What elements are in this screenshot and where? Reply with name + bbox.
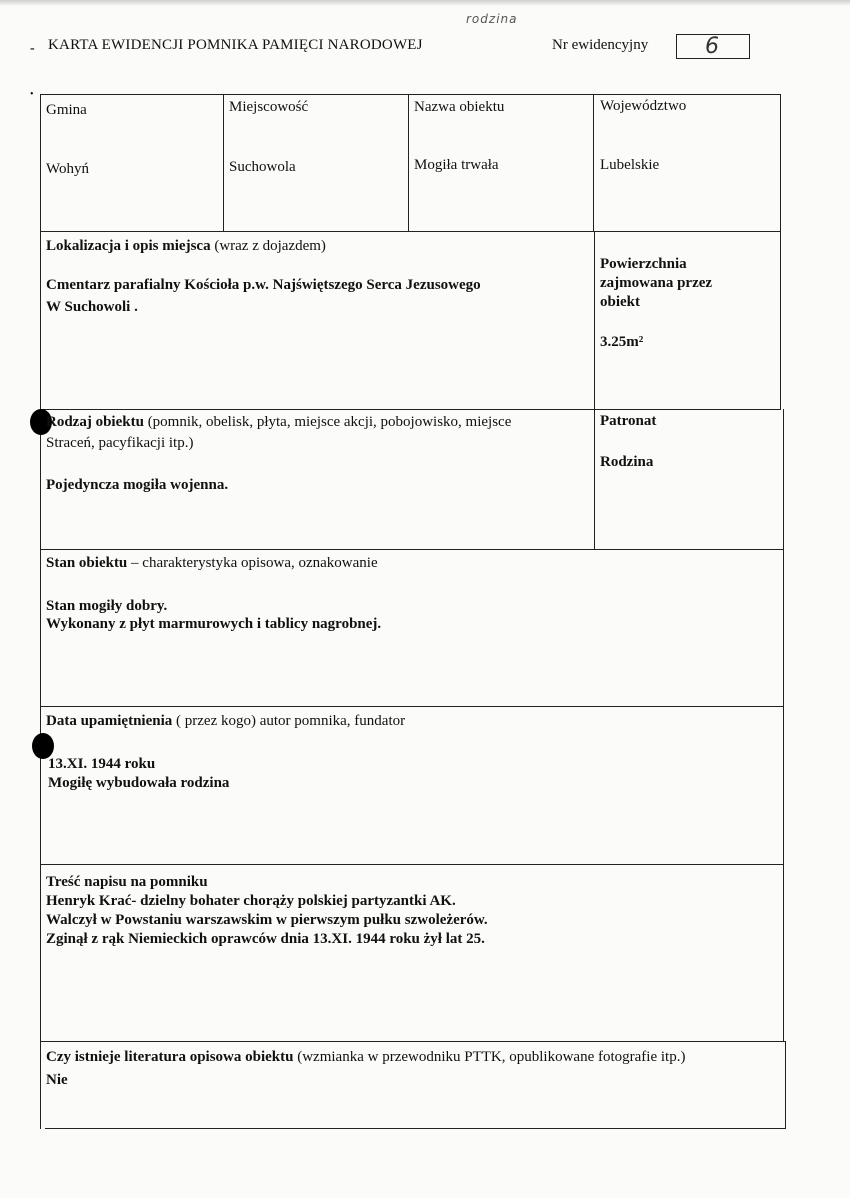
powierzchnia-value: 3.25m²: [600, 334, 644, 350]
gmina-label: Gmina: [46, 102, 87, 118]
wojewodztwo-value: Lubelskie: [600, 157, 660, 173]
tresc-label: Treść napisu na pomniku: [46, 874, 208, 890]
data-upamietnienia-label-bold: Data upamiętnienia: [46, 713, 173, 729]
nr-ewidencyjny-value: 6: [705, 34, 719, 59]
lokalizacja-label-bold: Lokalizacja i opis miejsca: [46, 238, 211, 254]
table-line: [40, 409, 781, 410]
literatura-label-bold: Czy istnieje literatura opisowa obiektu: [46, 1049, 294, 1065]
rodzaj-label-line-2: Straceń, pacyfikacji itp.): [46, 435, 194, 451]
powierzchnia-label-1: Powierzchnia: [600, 256, 687, 272]
stan-label-bold: Stan obiektu: [46, 555, 128, 571]
table-line: [785, 1041, 786, 1129]
powierzchnia-label-3: obiekt: [600, 294, 641, 310]
lokalizacja-line-1: Cmentarz parafialny Kościoła p.w. Najświętszego Serca Jezusowego: [46, 277, 481, 293]
nr-ewidencyjny-label: Nr ewidencyjny: [552, 37, 649, 53]
gmina-value: Wohyń: [46, 161, 89, 177]
scan-edge: [0, 0, 850, 6]
rodzaj-value: Pojedyncza mogiła wojenna.: [46, 477, 229, 493]
table-line: [45, 1128, 786, 1129]
stan-line-2: Wykonany z płyt marmurowych i tablicy nagrobnej.: [46, 616, 382, 632]
data-upamietnienia-line-2: Mogiłę wybudowała rodzina: [48, 775, 230, 791]
rodzaj-label-rest: (pomnik, obelisk, płyta, miejsce akcji, pobojowisko, miejsce: [143, 414, 512, 430]
table-line: [408, 94, 409, 231]
table-line: [40, 94, 781, 95]
rodzaj-label-bold: Rodzaj obiektu: [46, 414, 144, 430]
form-title: KARTA EWIDENCJI POMNIKA PAMIĘCI NARODOWEJ: [48, 37, 423, 53]
table-line: [40, 1041, 786, 1042]
nr-ewidencyjny-box: [676, 34, 750, 59]
table-line: [594, 231, 595, 549]
stray-mark: •: [30, 89, 34, 100]
table-line: [40, 231, 781, 232]
lokalizacja-label: [46, 237, 326, 256]
table-line: [593, 94, 594, 231]
nazwa-obiektu-label: Nazwa obiektu: [414, 99, 505, 115]
stan-line-1: Stan mogiły dobry.: [46, 598, 168, 614]
powierzchnia-label-2: zajmowana przez: [600, 275, 713, 291]
miejscowosc-value: Suchowola: [229, 159, 296, 175]
table-line: [783, 409, 784, 1041]
literatura-label: [46, 1048, 685, 1067]
tresc-line-1: Henryk Krać- dzielny bohater chorąży polskiej partyzantki AK.: [46, 893, 456, 909]
data-upamietnienia-line-1: 13.XI. 1944 roku: [48, 756, 156, 772]
wojewodztwo-label: Województwo: [600, 98, 687, 114]
table-line: [40, 706, 784, 707]
data-upamietnienia-label: [46, 712, 405, 731]
patronat-label: Patronat: [600, 413, 657, 429]
tresc-line-3: Zginął z rąk Niemieckich oprawców dnia 13.XI. 1944 roku żył lat 25.: [46, 931, 485, 947]
miejscowosc-label: Miejscowość: [229, 99, 309, 115]
table-line: [40, 549, 784, 550]
stan-label: [46, 554, 378, 573]
literatura-value: Nie: [46, 1072, 68, 1088]
data-upamietnienia-label-rest: ( przez kogo) autor pomnika, fundator: [172, 713, 406, 729]
literatura-label-rest: (wzmianka w przewodniku PTTK, opublikowane fotografie itp.): [293, 1049, 686, 1065]
table-line: [780, 94, 781, 409]
table-line: [40, 864, 784, 865]
lokalizacja-label-rest: (wraz z dojazdem): [210, 238, 326, 254]
tresc-line-2: Walczył w Powstaniu warszawskim w pierwszym pułku szwoleżerów.: [46, 912, 488, 928]
nazwa-obiektu-value: Mogiła trwała: [414, 157, 499, 173]
bullet-mark: -: [30, 41, 35, 56]
lokalizacja-line-2: W Suchowoli .: [46, 299, 138, 315]
stan-label-rest: – charakterystyka opisowa, oznakowanie: [127, 555, 378, 571]
rodzaj-label: [46, 413, 511, 432]
handwritten-note: rodzina: [466, 12, 518, 26]
patronat-value: Rodzina: [600, 454, 654, 470]
table-line: [223, 94, 224, 231]
table-line: [40, 94, 41, 1129]
